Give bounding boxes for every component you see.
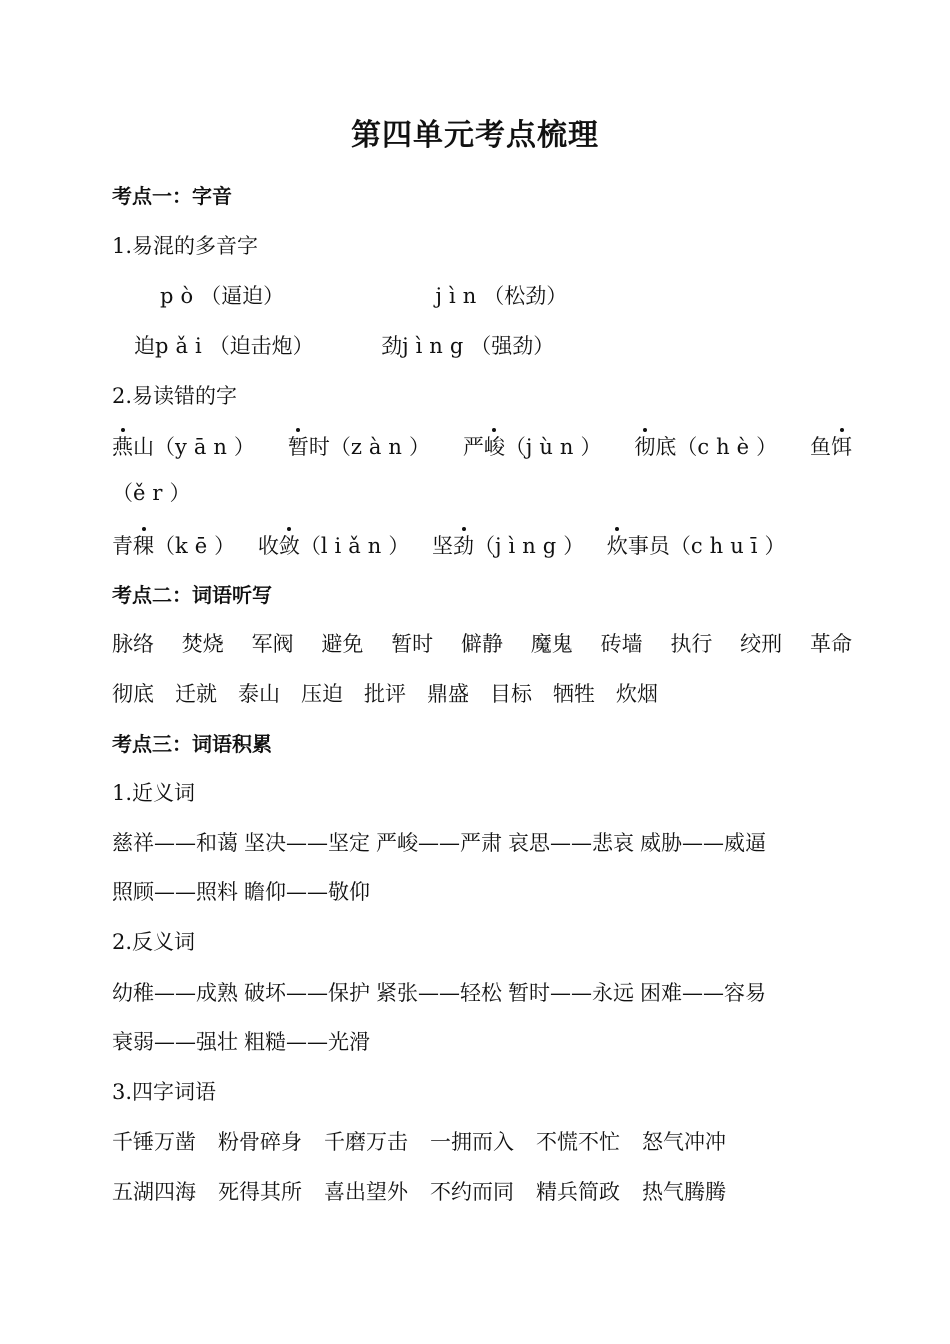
vocab-word: 僻静 [460, 632, 503, 656]
synonym-pair: 瞻仰——敬仰 [244, 880, 370, 904]
pinyin: pǎi [155, 334, 209, 358]
misread-row-2 [112, 531, 852, 561]
dotted-char: 敛 [279, 531, 300, 561]
dotted-char: 暂 [288, 432, 309, 462]
vocab-word: 暂时 [391, 632, 434, 656]
dotted-char: 稞 [133, 531, 154, 561]
vocab-word: 砖墙 [600, 632, 643, 656]
section-heading-vocabulary: 考点三：词语积累 [112, 732, 272, 756]
vocab-word: 军阀 [251, 632, 294, 656]
idioms-row-1 [112, 1127, 852, 1157]
antonym-pair: 破坏——保护 [244, 981, 370, 1005]
polyphonic-row-1 [160, 281, 900, 311]
section-heading-dictation: 考点二：词语听写 [112, 583, 272, 607]
misread-row-1-wrap: （ěr） [112, 481, 191, 505]
pinyin: jùn [525, 435, 581, 459]
dictation-row-2 [112, 679, 852, 709]
idioms-row-2 [112, 1177, 852, 1207]
synonym-pair: 慈祥——和蔼 [112, 831, 238, 855]
pinyin: kē [175, 534, 215, 558]
pinyin: liǎn [320, 534, 389, 558]
pinyin: ěr [133, 481, 170, 505]
synonym-pair: 坚决——坚定 [244, 831, 370, 855]
vocab-word: 脉络 [112, 632, 154, 656]
subheading-idioms: 3.四字词语 [112, 1080, 217, 1104]
misread-item: 青稞（kē） [112, 531, 235, 561]
antonym-pair: 衰弱——强壮 [112, 1030, 238, 1054]
dotted-char: 炊 [607, 531, 628, 561]
misread-item: 炊事员（chuī） [607, 531, 786, 561]
synonym-pair: 严峻——严肃 [376, 831, 502, 855]
antonyms-row-1 [112, 978, 852, 1008]
pinyin: pò [160, 284, 201, 308]
idiom: 粉骨碎身 [218, 1130, 302, 1154]
antonym-pair: 紧张——轻松 [376, 981, 502, 1005]
char: 迫 [134, 334, 155, 358]
subheading-misread: 2.易读错的字 [112, 384, 238, 408]
misread-item: 收敛（liǎn） [258, 531, 409, 561]
idiom: 五湖四海 [112, 1180, 196, 1204]
pinyin: jìng [495, 534, 564, 558]
synonyms-row-1 [112, 828, 852, 858]
antonym-pair: 粗糙——光滑 [244, 1030, 370, 1054]
subheading-polyphonic: 1.易混的多音字 [112, 234, 259, 258]
vocab-word: 目标 [490, 682, 532, 706]
char: 劲 [381, 334, 403, 358]
vocab-word: 迁就 [175, 682, 217, 706]
page-title: 第四单元考点梳理 [351, 118, 599, 153]
idiom: 喜出望外 [324, 1180, 408, 1204]
idiom: 千锤万凿 [112, 1130, 196, 1154]
synonym-pair: 照顾——照料 [112, 880, 238, 904]
section-heading-pronunciation: 考点一：字音 [112, 184, 232, 208]
subheading-synonyms: 1.近义词 [112, 781, 196, 805]
dotted-char: 彻 [634, 432, 655, 462]
vocab-word: 鼎盛 [427, 682, 469, 706]
polyphonic-row-2 [134, 331, 874, 361]
subheading-antonyms: 2.反义词 [112, 930, 196, 954]
misread-item: 燕山（yān） [112, 432, 255, 462]
dotted-char: 峻 [484, 432, 505, 462]
pinyin: jìn [435, 284, 484, 308]
dictation-row-1 [112, 629, 852, 659]
synonym-pair: 哀思——悲哀 [508, 831, 634, 855]
idiom: 怒气冲冲 [642, 1130, 726, 1154]
pinyin: chè [697, 435, 757, 459]
vocab-word: 避免 [321, 632, 364, 656]
vocab-word: 压迫 [301, 682, 343, 706]
misread-item: 暂时（zàn） [288, 432, 430, 462]
antonym-pair: 幼稚——成熟 [112, 981, 238, 1005]
dotted-char: 饵 [831, 432, 852, 462]
antonyms-row-2 [112, 1027, 852, 1057]
vocab-word: 执行 [670, 632, 713, 656]
idiom: 精兵简政 [536, 1180, 620, 1204]
pinyin: jìng [402, 334, 471, 358]
idiom: 一拥而入 [430, 1130, 514, 1154]
antonym-pair: 困难——容易 [640, 981, 766, 1005]
misread-item: 鱼饵 [810, 432, 852, 462]
pinyin: yān [175, 435, 234, 459]
misread-item: 坚劲（jìng） [432, 531, 584, 561]
synonym-pair: 威胁——威逼 [640, 831, 766, 855]
vocab-word: 炊烟 [616, 682, 658, 706]
vocab-word: 牺牲 [553, 682, 595, 706]
vocab-word: 绞刑 [740, 632, 783, 656]
idiom: 千磨万击 [324, 1130, 408, 1154]
misread-item: 严峻（jùn） [463, 432, 602, 462]
word: （迫击炮） [208, 334, 314, 358]
vocab-word: 彻底 [112, 682, 154, 706]
synonyms-row-2 [112, 877, 852, 907]
idiom: 死得其所 [218, 1180, 302, 1204]
idiom: 不约而同 [430, 1180, 514, 1204]
word: （逼迫） [200, 284, 285, 308]
vocab-word: 革命 [809, 632, 852, 656]
vocab-word: 批评 [364, 682, 406, 706]
pinyin: chuī [690, 534, 765, 558]
word: （松劲） [483, 284, 568, 308]
dotted-char: 燕 [112, 432, 133, 462]
vocab-word: 泰山 [238, 682, 280, 706]
pinyin: zàn [350, 435, 409, 459]
idiom: 热气腾腾 [642, 1180, 726, 1204]
antonym-pair: 暂时——永远 [508, 981, 634, 1005]
dotted-char: 劲 [453, 531, 474, 561]
misread-row-1 [112, 432, 852, 462]
word: （强劲） [470, 334, 555, 358]
vocab-word: 焚烧 [181, 632, 224, 656]
vocab-word: 魔鬼 [530, 632, 573, 656]
misread-item: 彻底（chè） [634, 432, 777, 462]
idiom: 不慌不忙 [536, 1130, 620, 1154]
